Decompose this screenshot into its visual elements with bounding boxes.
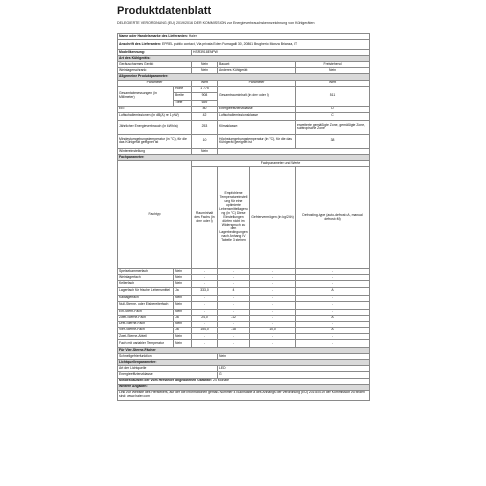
- freezing-capacity-column-header: Gefriervermögen (in kg/24h): [250, 167, 296, 269]
- compartment-volume: -: [192, 309, 218, 315]
- supplier-address-value: EPREL public contact, Via privata Eden Fumagalli 30, 20861 Brugherio Monza Brianza, IT: [161, 41, 298, 46]
- compartment-temperature: -12: [218, 315, 250, 321]
- column-header: Wert: [192, 80, 218, 86]
- winter-setting-value: Nein: [192, 148, 218, 154]
- compartment-freezing-capacity: -: [250, 281, 296, 287]
- dimension-value: 1 775: [192, 86, 218, 92]
- light-type-value: LED: [218, 366, 370, 372]
- compartment-defrost-type: A: [296, 327, 370, 333]
- compartment-defrost-type: -: [296, 275, 370, 281]
- four-star-heading: Für Vier-Sterne-Fächer: [118, 348, 370, 354]
- compartments-heading: Fachparameter:: [118, 155, 370, 161]
- dimension-name: Tiefe: [174, 100, 192, 106]
- min-temp-label: Mindestumgebungstemperatur (in °C), für die das Kühlgerät geeignet ist: [118, 134, 192, 148]
- device-type-value: Nein: [192, 68, 218, 74]
- compartment-present: Nein: [174, 333, 192, 339]
- max-temp-value: 38: [296, 134, 370, 148]
- compartment-name: Weinlagerfach: [118, 275, 174, 281]
- compartment-name: Zwei-Sterne-Abteil: [118, 333, 174, 339]
- compartment-defrost-type: -: [296, 340, 370, 348]
- fast-freeze-label: Schnellgefrierfunktion: [118, 354, 218, 360]
- compartment-present: Nein: [174, 281, 192, 287]
- compartment-defrost-type: -: [296, 295, 370, 301]
- page-title: Produktdatenblatt: [117, 5, 212, 17]
- compartment-freezing-capacity: -: [250, 333, 296, 339]
- compartment-temperature: -: [218, 281, 250, 287]
- compartment-defrost-type: A: [296, 287, 370, 295]
- compartment-freezing-capacity: -: [250, 275, 296, 281]
- model-value: HSR3918ENPW: [192, 50, 370, 56]
- compartment-volume: -: [192, 269, 218, 275]
- device-type-label: Bauart:: [218, 62, 296, 68]
- compartment-freezing-capacity: -: [250, 269, 296, 275]
- general-parameters-heading: Allgemeine Produktparameter:: [118, 74, 370, 80]
- compartment-temperature: -: [218, 301, 250, 309]
- compartment-present: Nein: [174, 321, 192, 327]
- column-header: Parameter: [218, 80, 296, 86]
- compartment-name: Lagerfach für frische Lebensmittel: [118, 287, 174, 295]
- compartment-row: [118, 287, 370, 295]
- noise-row: [118, 112, 370, 120]
- compartment-temperature: -: [218, 309, 250, 315]
- compartment-volume: -: [192, 333, 218, 339]
- compartment-name: Fach mit variabler Temperatur: [118, 340, 174, 348]
- dimension-name: Breite: [174, 92, 192, 100]
- climate-class-value: erweiterte gemäßigte Zone, gemäßigte Zone, subtropische Zone: [296, 120, 370, 134]
- eei-label: EEI: [118, 106, 192, 112]
- supplier-name-label: Name oder Handelsmarke des Lieferanten:: [119, 33, 188, 38]
- volume-value: 511: [296, 86, 370, 106]
- compartment-freezing-capacity: 10,0: [250, 327, 296, 333]
- min-temp-value: 10: [192, 134, 218, 148]
- temperature-column-header: Empfohlene Temperatureinstellung für eine optimierte Lebensmittellagerung (in °C) Diese Einstellungen dürfen nicht im Widerspruch zu den Lagerbedingungen nach Anhang IV Tabelle 3 stehen: [218, 167, 250, 269]
- compartment-present: Nein: [174, 275, 192, 281]
- compartment-freezing-capacity: -: [250, 301, 296, 309]
- compartment-group-header: Fachparameter und Werte: [192, 161, 370, 167]
- fast-freeze-value: Nein: [218, 354, 370, 360]
- compartment-present: Ja: [174, 287, 192, 295]
- compartment-temperature: -: [218, 340, 250, 348]
- dimensions-label: Gesamtabmessungen (in Millimeter): [118, 86, 174, 106]
- compartment-name: Speisekammerfach: [118, 269, 174, 275]
- light-type-label: Art der Lichtquelle: [118, 366, 218, 372]
- compartment-present: Nein: [174, 340, 192, 348]
- compartment-type-header: Fachtyp: [118, 161, 192, 269]
- compartment-volume: -: [192, 340, 218, 348]
- compartment-freezing-capacity: -: [250, 321, 296, 327]
- warranty-value: 24 Monate: [213, 378, 230, 383]
- warranty-label: Mindestlaufzeit der vom Hersteller angebotenen Garantie:: [119, 378, 213, 383]
- compartment-defrost-type: -: [296, 333, 370, 339]
- volume-label: Gesamtrauminhalt (in dm³ oder l): [218, 86, 296, 106]
- compartment-name: Vier-Sterne-Fach: [118, 327, 174, 333]
- column-header: Wert: [296, 80, 370, 86]
- additional-info-heading: Weitere Angaben:: [118, 384, 370, 390]
- compartment-volume: 333,0: [192, 287, 218, 295]
- dimension-value: 659: [192, 100, 218, 106]
- compartment-row: [118, 301, 370, 309]
- regulation-subtitle: DELEGIERTE VERORDNUNG (EU) 2019/2016 DER KOMMISSION zur Energieverbrauchskennzeichnung von Kühlgeräten: [117, 21, 315, 25]
- device-type-label: Weinlagerschrank:: [118, 68, 192, 74]
- compartment-defrost-type: -: [296, 309, 370, 315]
- compartment-present: Nein: [174, 309, 192, 315]
- defrost-type-column-header: Defrosting-type (auto-defrost=A, manual defrost=M): [296, 167, 370, 269]
- dimension-value: 908: [192, 92, 218, 100]
- compartment-name: Kaltlagerfach: [118, 295, 174, 301]
- product-data-sheet: [117, 5, 369, 481]
- compartment-freezing-capacity: -: [250, 315, 296, 321]
- compartment-name: Kellerfach: [118, 281, 174, 287]
- compartment-freezing-capacity: -: [250, 309, 296, 315]
- device-type-label: Geräuscharmes Gerät:: [118, 62, 192, 68]
- compartment-freezing-capacity: -: [250, 340, 296, 348]
- energy-climate-row: [118, 120, 370, 134]
- supplier-name-value: Haier: [188, 33, 197, 38]
- light-source-heading: Lichtquellenparameter:: [118, 360, 370, 366]
- compartment-volume: 154,0: [192, 327, 218, 333]
- device-type-label: Anderes Kühlgerät:: [218, 68, 296, 74]
- compartment-present: Ja: [174, 327, 192, 333]
- compartment-freezing-capacity: -: [250, 295, 296, 301]
- dimension-name: Höhe: [174, 86, 192, 92]
- compartment-volume: -: [192, 321, 218, 327]
- compartment-volume: -: [192, 281, 218, 287]
- compartment-defrost-type: -: [296, 269, 370, 275]
- compartment-temperature: -18: [218, 327, 250, 333]
- compartment-present: Nein: [174, 269, 192, 275]
- light-class-label: Energieeffizienzklasse: [118, 372, 218, 378]
- compartment-volume: -: [192, 295, 218, 301]
- noise-class-label: Luftschallemissionsklasse: [218, 112, 296, 120]
- compartment-temperature: -: [218, 269, 250, 275]
- data-sheet-table: [117, 33, 370, 401]
- temperature-range-row: [118, 134, 370, 148]
- compartment-present: Ja: [174, 315, 192, 321]
- volume-column-header: Rauminhalt des Fachs (in dm³ oder l): [192, 167, 218, 269]
- compartment-name: Zwei-Sterne-Fach: [118, 315, 174, 321]
- compartment-volume: 24,0: [192, 315, 218, 321]
- device-type-value: Nein: [192, 62, 218, 68]
- compartment-defrost-type: A: [296, 315, 370, 321]
- annual-energy-value: 253: [192, 120, 218, 134]
- max-temp-label: Höchstumgebungstemperatur (in °C), für die das Kühlgerät geeignet ist: [218, 134, 296, 148]
- noise-label: Luftschallemissionen (in dB(A) re 1 pW): [118, 112, 192, 120]
- compartment-defrost-type: -: [296, 301, 370, 309]
- annual-energy-label: Jährlicher Energieverbrauch (in kWh/a): [118, 120, 192, 134]
- climate-class-label: Klimaklasse:: [218, 120, 296, 134]
- winter-setting-label: Wintereinstellung: [118, 148, 192, 154]
- noise-value: 42: [192, 112, 218, 120]
- noise-class-value: C: [296, 112, 370, 120]
- compartment-defrost-type: -: [296, 281, 370, 287]
- light-class-value: G: [218, 372, 370, 378]
- column-header: Parameter: [118, 80, 192, 86]
- compartment-temperature: -: [218, 333, 250, 339]
- compartment-present: Nein: [174, 301, 192, 309]
- energy-class-value: D: [296, 106, 370, 112]
- compartment-temperature: -: [218, 321, 250, 327]
- compartment-temperature: -: [218, 275, 250, 281]
- compartment-name: Null-Sterne- oder Eisbereiterfach: [118, 301, 174, 309]
- supplier-address-label: Anschrift des Lieferanten:: [119, 41, 162, 46]
- additional-info-text: Link zur Website des Herstellers, auf der die Informationen gemäß Nummer 4 Buchstabe a des Anhangs der Verordnung (EU) 2019/2019 der Kommission zu finden sind: www.haier.com: [118, 390, 370, 400]
- compartment-defrost-type: -: [296, 321, 370, 327]
- energy-class-label: Energieeffizienzklasse: [218, 106, 296, 112]
- compartment-volume: -: [192, 301, 218, 309]
- compartment-name: Ein-Stern-Fach: [118, 309, 174, 315]
- compartment-row: [118, 340, 370, 348]
- compartment-name: Drei-Sterne-Fach: [118, 321, 174, 327]
- compartment-temperature: -: [218, 295, 250, 301]
- device-type-value: Nein: [296, 68, 370, 74]
- eei-value: 80: [192, 106, 218, 112]
- dimensions-row: [118, 86, 370, 92]
- compartment-freezing-capacity: -: [250, 287, 296, 295]
- device-type-heading: Art des Kühlgeräts:: [118, 56, 370, 62]
- compartment-temperature: 4: [218, 287, 250, 295]
- additional-info-row: [118, 390, 370, 400]
- compartment-present: Nein: [174, 295, 192, 301]
- model-label: Modellkennung:: [118, 50, 192, 56]
- device-type-value: Freistehend: [296, 62, 370, 68]
- compartment-volume: -: [192, 275, 218, 281]
- supplier-address-row: [118, 40, 370, 50]
